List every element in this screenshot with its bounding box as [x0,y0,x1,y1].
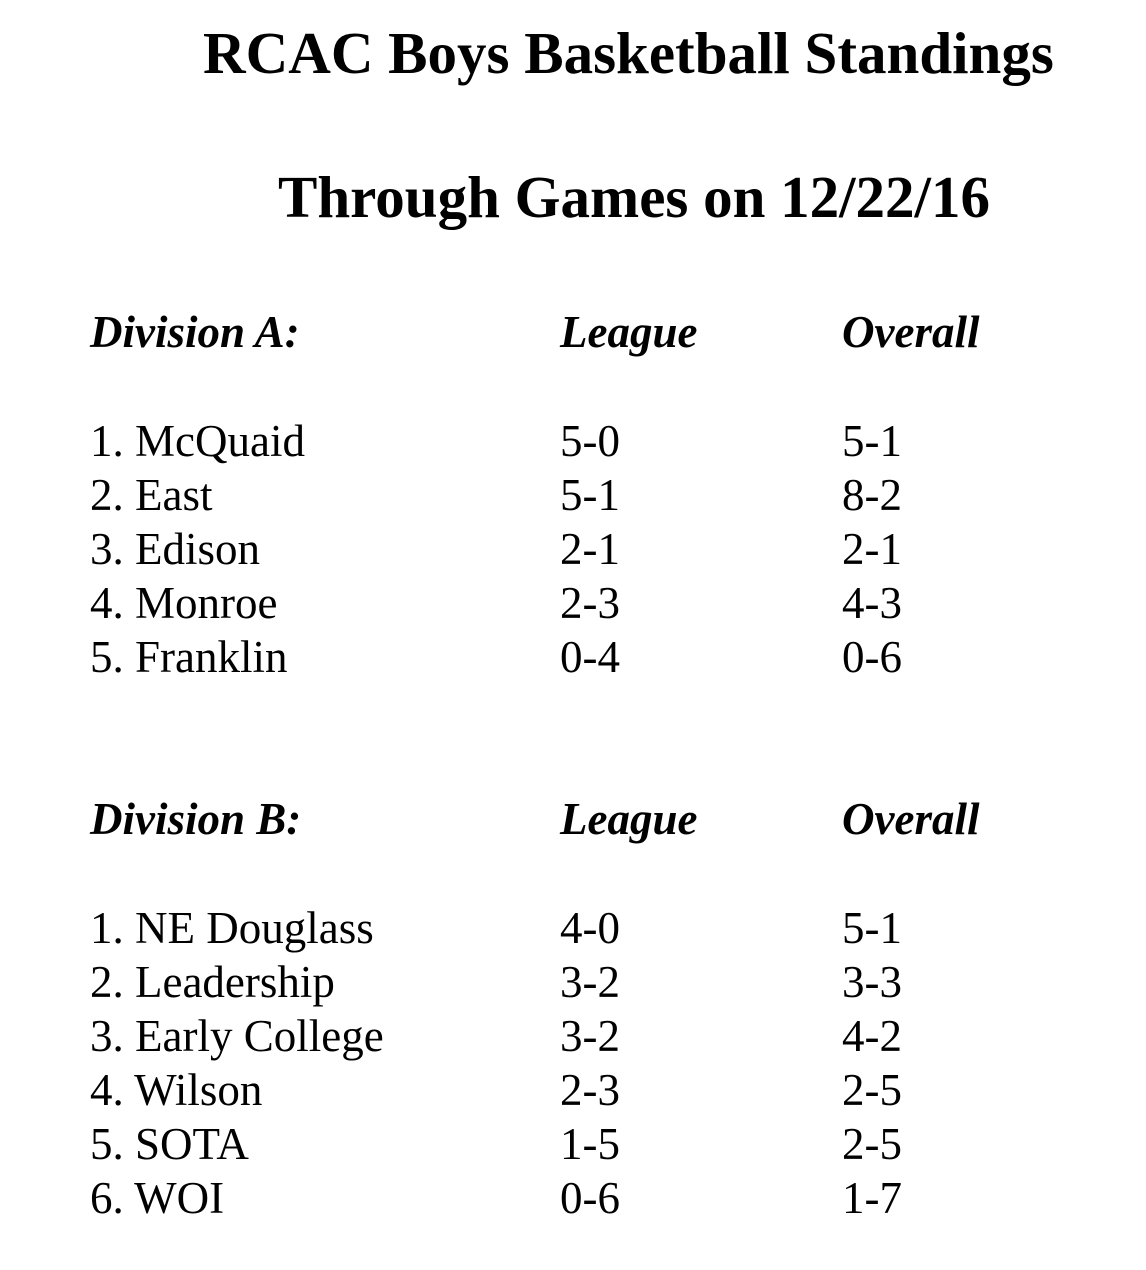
team-row [90,1063,1050,1117]
division-header [90,306,1050,362]
division-b-standings [90,793,1050,1225]
league-column-header: League [560,307,698,357]
team-row [90,630,1050,684]
team-row [90,1117,1050,1171]
team-name: 6. WOI [90,1173,225,1223]
team-name: 5. Franklin [90,632,288,682]
team-name: 2. East [90,470,213,520]
overall-record: 8-2 [842,470,902,520]
team-name: 1. NE Douglass [90,903,374,953]
team-row [90,1009,1050,1063]
team-row [90,1171,1050,1225]
league-record: 2-3 [560,578,620,628]
team-name: 2. Leadership [90,957,335,1007]
league-record: 0-6 [560,1173,620,1223]
overall-record: 3-3 [842,957,902,1007]
overall-column-header: Overall [842,794,980,844]
league-record: 4-0 [560,903,620,953]
team-row [90,901,1050,955]
team-row [90,414,1050,468]
team-row [90,468,1050,522]
league-column-header: League [560,794,698,844]
overall-column-header: Overall [842,307,980,357]
team-row [90,955,1050,1009]
overall-record: 4-2 [842,1011,902,1061]
overall-record: 2-5 [842,1119,902,1169]
overall-record: 2-1 [842,524,902,574]
team-list [90,901,1050,1225]
overall-record: 4-3 [842,578,902,628]
team-row [90,576,1050,630]
team-list [90,414,1050,684]
division-a-standings [90,306,1050,684]
team-name: 3. Early College [90,1011,384,1061]
league-record: 5-0 [560,416,620,466]
overall-record: 5-1 [842,903,902,953]
division-heading: Division B: [90,794,302,844]
team-row [90,522,1050,576]
overall-record: 1-7 [842,1173,902,1223]
league-record: 1-5 [560,1119,620,1169]
league-record: 3-2 [560,1011,620,1061]
division-heading: Division A: [90,307,300,357]
overall-record: 0-6 [842,632,902,682]
league-record: 2-3 [560,1065,620,1115]
page-title: RCAC Boys Basketball Standings [203,20,1054,86]
team-name: 3. Edison [90,524,261,574]
league-record: 0-4 [560,632,620,682]
team-name: 4. Wilson [90,1065,263,1115]
overall-record: 2-5 [842,1065,902,1115]
league-record: 5-1 [560,470,620,520]
division-header [90,793,1050,849]
overall-record: 5-1 [842,416,902,466]
team-name: 5. SOTA [90,1119,249,1169]
league-record: 2-1 [560,524,620,574]
page-subtitle: Through Games on 12/22/16 [278,164,990,230]
team-name: 4. Monroe [90,578,278,628]
team-name: 1. McQuaid [90,416,305,466]
league-record: 3-2 [560,957,620,1007]
